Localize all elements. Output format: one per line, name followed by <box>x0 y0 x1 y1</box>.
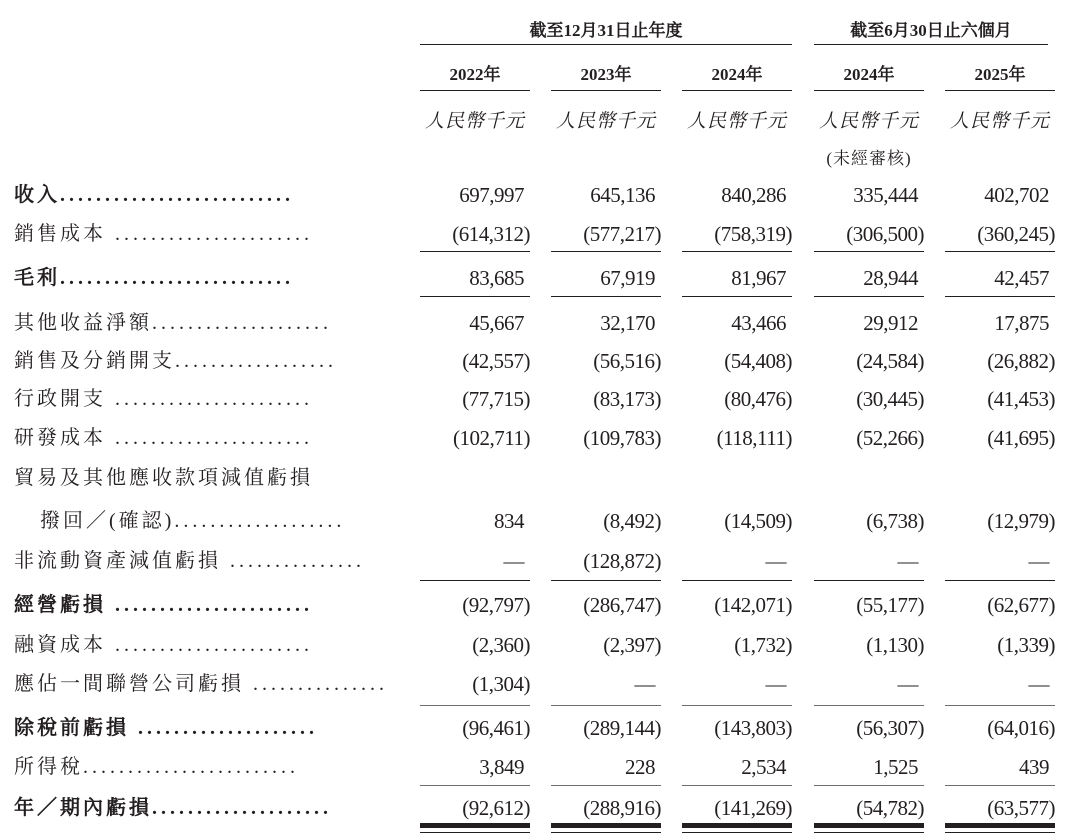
leader-dots: .................... <box>152 797 332 819</box>
row-label-text: 所得稅 <box>14 756 83 778</box>
cell-value: (55,177) <box>856 593 924 617</box>
cell-value: — <box>897 672 918 696</box>
cell-value: 3,849 <box>479 755 524 779</box>
column-header-2023: 2023年 <box>551 62 661 91</box>
total-double-rule-thin <box>945 832 1055 833</box>
cell-value: 67,919 <box>600 266 655 290</box>
leader-dots: .......................... <box>60 184 294 206</box>
cell-value: (80,476) <box>724 387 792 411</box>
row-label-text: 非流動資產減值虧損 <box>14 550 221 572</box>
table-row-impairment-loss-header <box>0 463 1072 501</box>
cell-value: (41,453) <box>987 387 1055 411</box>
cell-value: — <box>897 549 918 573</box>
subtotal-rule <box>814 251 924 252</box>
row-label-text: 應佔一間聯營公司虧損 <box>14 673 244 695</box>
subtotal-rule <box>551 580 661 581</box>
unit-label: 人民幣千元 <box>818 111 919 132</box>
subtotal-rule <box>682 580 792 581</box>
cell-value: (1,304) <box>472 672 530 696</box>
total-double-rule-thick <box>682 823 792 828</box>
cell-value: (96,461) <box>462 716 530 740</box>
table-row-loss-before-tax <box>0 713 1072 751</box>
cell-value: (1,732) <box>734 633 792 657</box>
cell-value: 439 <box>1019 755 1049 779</box>
leader-dots: ............... <box>244 673 388 695</box>
row-label-text: 研發成本 <box>14 427 106 449</box>
cell-value: (92,797) <box>462 593 530 617</box>
table-row-administrative-expenses <box>0 384 1072 422</box>
subtotal-rule <box>551 251 661 252</box>
subtotal-rule <box>814 580 924 581</box>
cell-value: (360,245) <box>977 222 1055 246</box>
leader-dots: ................... <box>174 510 346 532</box>
subtotal-rule <box>945 705 1055 706</box>
row-label <box>14 463 404 493</box>
column-header-2024: 2024年 <box>682 62 792 91</box>
subtotal-rule <box>945 251 1055 252</box>
subtotal-rule <box>420 785 530 786</box>
cell-value: 645,136 <box>590 183 655 207</box>
cell-value: (26,882) <box>987 349 1055 373</box>
subtotal-rule <box>945 296 1055 297</box>
cell-value: (77,715) <box>462 387 530 411</box>
subtotal-rule <box>945 785 1055 786</box>
cell-value: 1,525 <box>873 755 918 779</box>
cell-value: (2,360) <box>472 633 530 657</box>
total-double-rule-thin <box>814 832 924 833</box>
cell-value: (288,916) <box>583 796 661 820</box>
cell-value: (54,408) <box>724 349 792 373</box>
cell-value: 43,466 <box>731 311 786 335</box>
row-label <box>14 423 404 453</box>
row-label-text: 除稅前虧損 <box>14 717 129 739</box>
subtotal-rule <box>420 296 530 297</box>
subtotal-rule <box>682 251 792 252</box>
cell-value: (56,307) <box>856 716 924 740</box>
row-label-text: 行政開支 <box>14 388 106 410</box>
row-label-text: 收入 <box>14 184 60 206</box>
cell-value: 28,944 <box>863 266 918 290</box>
leader-dots: ...................... <box>106 223 313 245</box>
row-label <box>14 219 404 249</box>
row-label-text: 年／期內虧損 <box>14 797 152 819</box>
cell-value: 42,457 <box>994 266 1049 290</box>
subtotal-rule <box>682 705 792 706</box>
row-label-text: 其他收益淨額 <box>14 312 152 334</box>
cell-value: (62,677) <box>987 593 1055 617</box>
row-label-text: 撥回／(確認) <box>40 510 175 532</box>
cell-value: (141,269) <box>714 796 792 820</box>
subtotal-rule <box>551 705 661 706</box>
subtotal-rule <box>420 580 530 581</box>
leader-dots: ...................... <box>106 634 313 656</box>
total-double-rule-thin <box>682 832 792 833</box>
cell-value: (54,782) <box>856 796 924 820</box>
cell-value: — <box>634 672 655 696</box>
unit-label: 人民幣千元 <box>949 111 1050 132</box>
cell-value: — <box>503 549 524 573</box>
cell-value: (64,016) <box>987 716 1055 740</box>
cell-value: (24,584) <box>856 349 924 373</box>
cell-value: — <box>1028 549 1049 573</box>
leader-dots: .................... <box>152 312 332 334</box>
total-double-rule-thick <box>420 823 530 828</box>
subtotal-rule <box>551 785 661 786</box>
leader-dots: ...................... <box>106 388 313 410</box>
row-label <box>14 346 404 376</box>
group-header-fiscal-year: 截至12月31日止年度 <box>420 18 792 45</box>
leader-dots: ...................... <box>106 594 313 616</box>
leader-dots: ............... <box>221 550 365 572</box>
cell-value: 83,685 <box>469 266 524 290</box>
row-label <box>14 669 404 699</box>
cell-value: (63,577) <box>987 796 1055 820</box>
total-double-rule-thin <box>420 832 530 833</box>
total-double-rule-thick <box>945 823 1055 828</box>
row-label <box>40 506 404 536</box>
cell-value: (286,747) <box>583 593 661 617</box>
cell-value: (83,173) <box>593 387 661 411</box>
cell-value: — <box>765 549 786 573</box>
subtotal-rule <box>682 296 792 297</box>
row-label-text: 銷售成本 <box>14 223 106 245</box>
subtotal-rule <box>814 785 924 786</box>
row-label <box>14 713 404 743</box>
cell-value: 2,534 <box>741 755 786 779</box>
cell-value: 32,170 <box>600 311 655 335</box>
leader-dots: ........................ <box>83 756 299 778</box>
cell-value: (143,803) <box>714 716 792 740</box>
cell-value: (41,695) <box>987 426 1055 450</box>
row-label-text: 貿易及其他應收款項減值虧損 <box>14 467 313 489</box>
row-label <box>14 752 404 782</box>
unit-label: 人民幣千元 <box>424 111 525 132</box>
cell-value: (1,339) <box>997 633 1055 657</box>
group-header-six-months: 截至6月30日止六個月 <box>814 18 1048 45</box>
cell-value: (289,144) <box>583 716 661 740</box>
cell-value: 335,444 <box>853 183 918 207</box>
cell-value: (577,217) <box>583 222 661 246</box>
leader-dots: ...................... <box>106 427 313 449</box>
cell-value: (1,130) <box>866 633 924 657</box>
unaudited-note: (未經審核) <box>826 149 912 168</box>
table-row-other-income-net <box>0 308 1072 346</box>
row-label <box>14 590 404 620</box>
cell-value: (42,557) <box>462 349 530 373</box>
cell-value: (758,319) <box>714 222 792 246</box>
cell-value: (614,312) <box>452 222 530 246</box>
column-header-2022: 2022年 <box>420 62 530 91</box>
table-row-operating-loss <box>0 590 1072 628</box>
subtotal-rule <box>420 705 530 706</box>
leader-dots: .................. <box>175 350 337 372</box>
row-label-text: 經營虧損 <box>14 594 106 616</box>
cell-value: 29,912 <box>863 311 918 335</box>
row-label <box>14 546 404 576</box>
total-double-rule-thick <box>814 823 924 828</box>
cell-value: — <box>765 672 786 696</box>
total-double-rule-thick <box>551 823 661 828</box>
subtotal-rule <box>945 580 1055 581</box>
row-label <box>14 308 404 338</box>
subtotal-rule <box>420 251 530 252</box>
cell-value: 81,967 <box>731 266 786 290</box>
cell-value: (8,492) <box>603 509 661 533</box>
cell-value: 402,702 <box>984 183 1049 207</box>
cell-value: — <box>1028 672 1049 696</box>
cell-value: (52,266) <box>856 426 924 450</box>
cell-value: (14,509) <box>724 509 792 533</box>
row-label <box>14 384 404 414</box>
unit-label: 人民幣千元 <box>555 111 656 132</box>
column-header-2025-h1: 2025年 <box>945 62 1055 91</box>
column-header-2024-h1: 2024年 <box>814 62 924 91</box>
cell-value: (12,979) <box>987 509 1055 533</box>
cell-value: (128,872) <box>583 549 661 573</box>
cell-value: (306,500) <box>846 222 924 246</box>
cell-value: (6,738) <box>866 509 924 533</box>
cell-value: 840,286 <box>721 183 786 207</box>
row-label <box>14 180 404 210</box>
cell-value: (118,111) <box>716 426 792 450</box>
table-row-impairment-reversal-recognition <box>0 506 1072 544</box>
cell-value: 697,997 <box>459 183 524 207</box>
unit-label: 人民幣千元 <box>686 111 787 132</box>
cell-value: 834 <box>494 509 524 533</box>
row-label <box>14 263 404 293</box>
row-label-text: 融資成本 <box>14 634 106 656</box>
cell-value: (56,516) <box>593 349 661 373</box>
cell-value: 45,667 <box>469 311 524 335</box>
cell-value: 17,875 <box>994 311 1049 335</box>
subtotal-rule <box>682 785 792 786</box>
table-row-finance-costs <box>0 630 1072 668</box>
cell-value: (2,397) <box>603 633 661 657</box>
subtotal-rule <box>814 705 924 706</box>
row-label-text: 銷售及分銷開支 <box>14 350 175 372</box>
row-label <box>14 630 404 660</box>
row-label <box>14 793 404 823</box>
cell-value: 228 <box>625 755 655 779</box>
total-double-rule-thin <box>551 832 661 833</box>
table-row-share-of-associate-loss <box>0 669 1072 707</box>
leader-dots: .......................... <box>60 267 294 289</box>
table-row-revenue <box>0 180 1072 218</box>
row-label-text: 毛利 <box>14 267 60 289</box>
cell-value: (102,711) <box>453 426 530 450</box>
leader-dots: .................... <box>129 717 318 739</box>
table-row-non-current-asset-impairment <box>0 546 1072 584</box>
cell-value: (109,783) <box>583 426 661 450</box>
cell-value: (142,071) <box>714 593 792 617</box>
subtotal-rule <box>551 296 661 297</box>
table-row-rd-costs <box>0 423 1072 461</box>
cell-value: (30,445) <box>856 387 924 411</box>
table-row-selling-distribution-expenses <box>0 346 1072 384</box>
cell-value: (92,612) <box>462 796 530 820</box>
subtotal-rule <box>814 296 924 297</box>
